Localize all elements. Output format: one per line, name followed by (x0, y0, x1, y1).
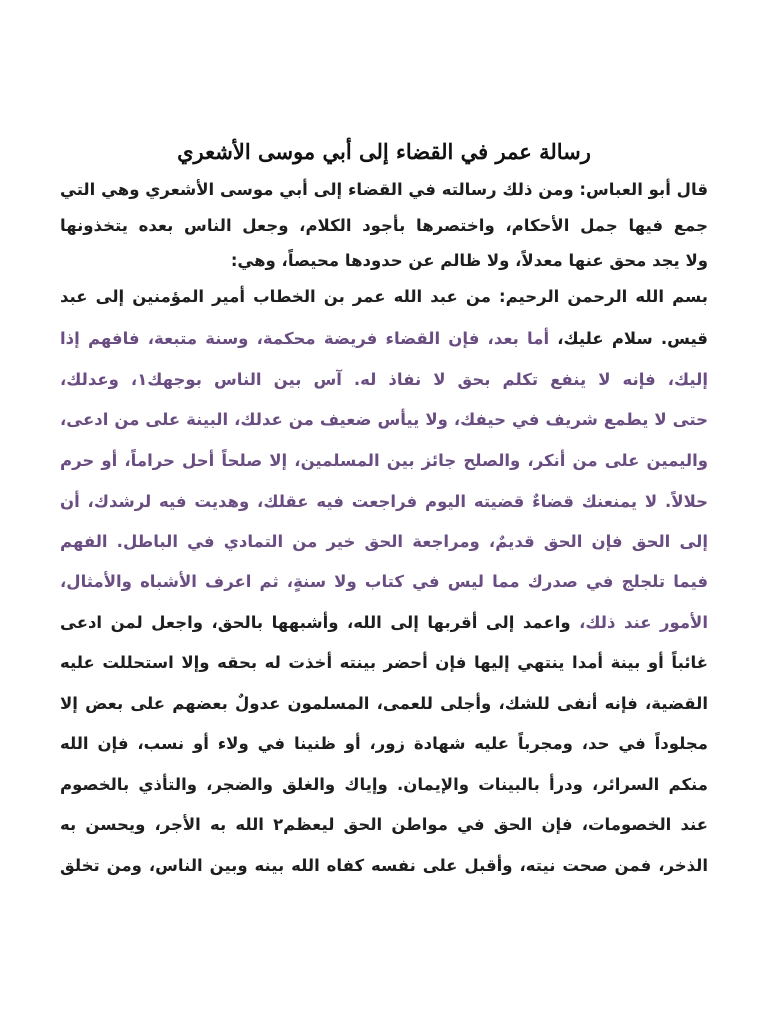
page-title: رسالة عمر في القضاء إلى أبي موسى الأشعري (177, 139, 591, 164)
letter-line-mixed (60, 605, 708, 641)
letter-body-text: الأمور عند ذلك، (570, 613, 708, 632)
letter-line: واليمين على من أنكر، والصلح جائز بين المسلمين، إلا صلحاً أحل حراماً، أو حرم (60, 451, 708, 470)
letter-line: منكم السرائر، ودرأ بالبينات والإيمان. وإياك والغلق والضجر، والتأذي بالخصوم (60, 775, 708, 794)
intro-line: جمع فيها جمل الأحكام، واختصرها بأجود الكلام، وجعل الناس بعده يتخذونها (60, 216, 708, 235)
letter-line: عند الخصومات، فإن الحق في مواطن الحق ليعظم٢ الله به الأجر، ويحسن به (60, 815, 708, 834)
letter-line: القضية، فإنه أنفى للشك، وأجلى للعمى، المسلمون عدولٌ بعضهم على بعض إلا (60, 694, 708, 713)
letter-opening-line: بسم الله الرحمن الرحيم: من عبد الله عمر بن الخطاب أمير المؤمنين إلى عبد (60, 287, 708, 306)
letter-line-mixed (60, 321, 708, 357)
letter-line: الذخر، فمن صحت نيته، وأقبل على نفسه كفاه الله بينه وبين الناس، ومن تخلق (60, 856, 708, 875)
letter-line: حتى لا يطمع شريف في حيفك، ولا ييأس ضعيف من عدلك، البينة على من ادعى، (60, 410, 708, 429)
greeting-text: قيس. سلام عليك، (549, 329, 708, 348)
intro-line: قال أبو العباس: ومن ذلك رسالته في القضاء إلى أبي موسى الأشعري وهي التي (60, 180, 708, 199)
intro-line: ولا يجد محق عنها معدلاً، ولا ظالم عن حدودها محيصاً، وهي: (230, 251, 708, 270)
letter-line: إليك، فإنه لا ينفع تكلم بحق لا نفاذ له. آس بين الناس بوجهك١، وعدلك، (60, 370, 708, 389)
letter-body-text: واعمد إلى أقربها إلى الله، وأشبهها بالحق، واجعل لمن ادعى (60, 613, 571, 632)
letter-line: غائباً أو بينة أمدا ينتهي إليها فإن أحضر بينته أخذت له بحقه وإلا استحللت عليه (60, 653, 708, 672)
letter-body-text: أما بعد، فإن القضاء فريضة محكمة، وسنة متبعة، فافهم إذا (60, 329, 550, 348)
letter-line: فيما تلجلج في صدرك مما ليس في كتاب ولا سنةٍ، ثم اعرف الأشباه والأمثال، (60, 572, 708, 591)
letter-line: إلى الحق فإن الحق قديمٌ، ومراجعة الحق خير من التمادي في الباطل. الفهم (60, 532, 708, 551)
letter-line: حلالاً. لا يمنعنك قضاءٌ قضيته اليوم فراجعت فيه عقلك، وهديت فيه لرشدك، أن (60, 492, 708, 511)
letter-line: مجلوداً في حد، ومجرباً عليه شهادة زور، أو ظنينا في ولاء أو نسب، فإن الله (60, 734, 708, 753)
